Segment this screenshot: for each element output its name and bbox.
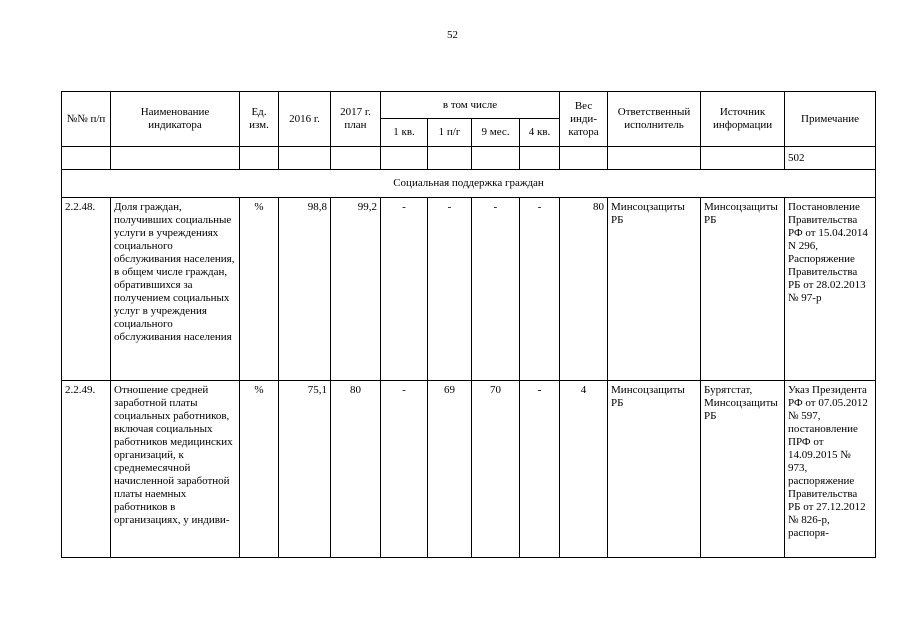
header-h1: 1 п/г [428,119,472,147]
row-note: Постановление Правительства РФ от 15.04.2014 N 296, Распоряжение Правительства РБ от 28.02.2013 № 97-р [785,198,876,381]
section-row [62,170,876,198]
blank-row-note: 502 [785,147,876,170]
table-row [62,198,876,381]
row-responsible: Минсоцзащиты РБ [608,381,701,558]
blank-row [62,147,876,170]
row-h1: 69 [428,381,472,558]
row-2016: 75,1 [279,381,331,558]
row-source: Бурятстат, Минсоцзащиты РБ [701,381,785,558]
row-h1: - [428,198,472,381]
row-2017: 99,2 [331,198,381,381]
header-2017-plan: 2017 г. план [331,92,381,147]
header-9m: 9 мес. [472,119,520,147]
row-q1: - [381,381,428,558]
row-9m: - [472,198,520,381]
row-q1: - [381,198,428,381]
row-name: Отношение средней заработной платы социальных работников, включая социальных работников медицинских организаций, к среднемесячной начисленной заработной платы наемных работников в организациях, у индиви- [111,381,240,558]
row-responsible: Минсоцзащиты РБ [608,198,701,381]
row-q4: - [520,198,560,381]
header-num: №№ п/п [62,92,111,147]
row-weight: 4 [560,381,608,558]
page-number: 52 [447,29,458,41]
header-weight: Вес инди-катора [560,92,608,147]
table-row [62,381,876,558]
row-weight: 80 [560,198,608,381]
row-note: Указ Президента РФ от 07.05.2012 № 597, постановление ПРФ от 14.09.2015 № 973, распоряжение Правительства РБ от 27.12.2012 № 826-р, распоря- [785,381,876,558]
header-including: в том числе [381,92,560,119]
header-unit: Ед. изм. [240,92,279,147]
header-q4: 4 кв. [520,119,560,147]
row-name: Доля граждан, получивших социальные услуги в учреждениях социального обслуживания населения, в общем числе граждан, обратившихся за получением социальных услуг в учреждения социального обслуживания населения [111,198,240,381]
header-source: Источник информации [701,92,785,147]
indicator-table [61,91,876,558]
row-source: Минсоцзащиты РБ [701,198,785,381]
row-q4: - [520,381,560,558]
header-q1: 1 кв. [381,119,428,147]
row-9m: 70 [472,381,520,558]
row-num: 2.2.48. [62,198,111,381]
row-unit: % [240,198,279,381]
header-2016: 2016 г. [279,92,331,147]
row-2017: 80 [331,381,381,558]
section-title: Социальная поддержка граждан [62,170,876,198]
header-name: Наименование индикатора [111,92,240,147]
row-unit: % [240,381,279,558]
row-num: 2.2.49. [62,381,111,558]
header-responsible: Ответственный исполнитель [608,92,701,147]
header-note: Примечание [785,92,876,147]
row-2016: 98,8 [279,198,331,381]
